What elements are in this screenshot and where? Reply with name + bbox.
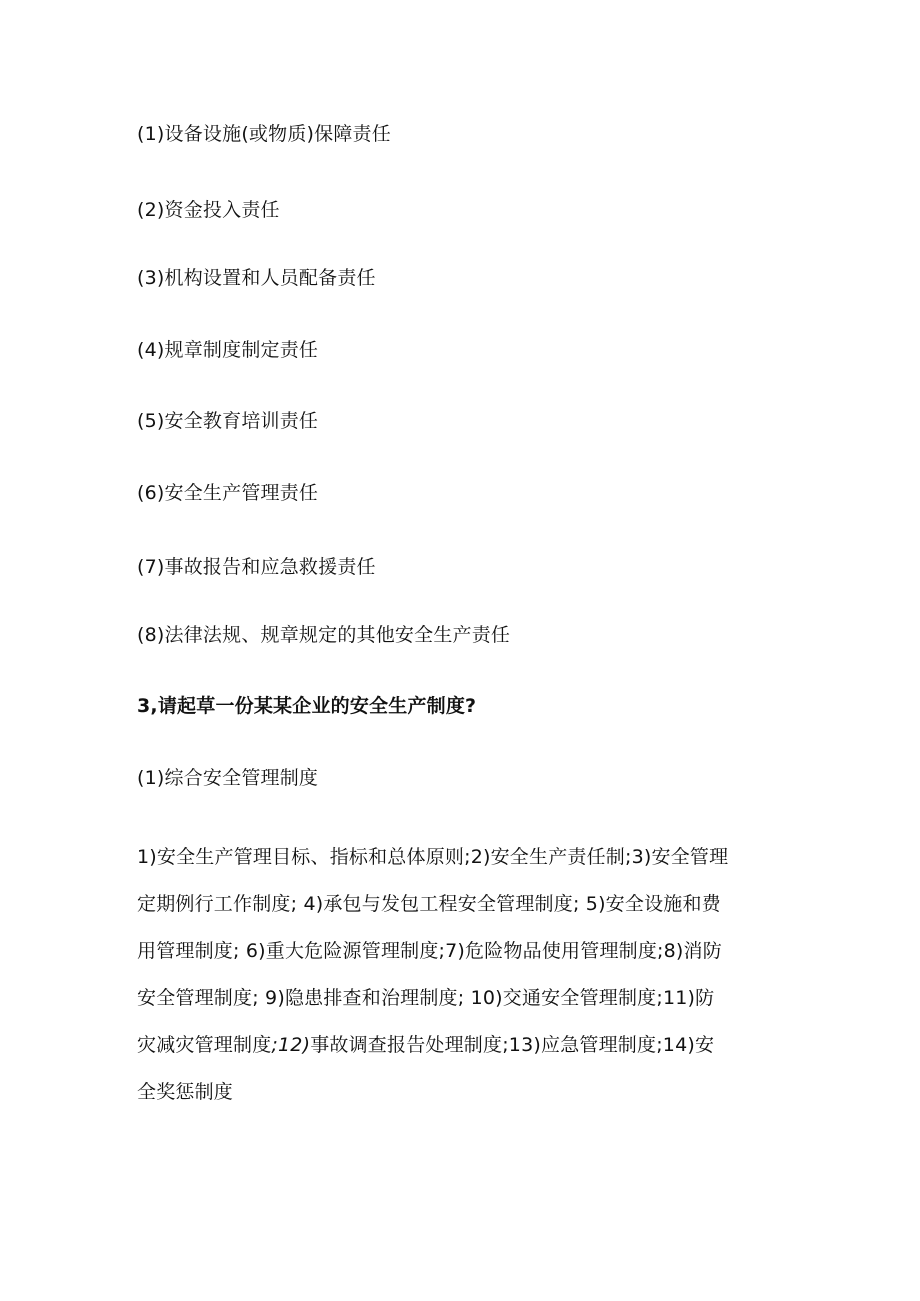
list-item: (7)事故报告和应急救援责任 — [137, 556, 376, 578]
paragraph-text: 灾减灾管理制度 — [137, 1034, 272, 1056]
subheading: (1)综合安全管理制度 — [137, 767, 319, 789]
paragraph-line: 用管理制度; 6)重大危险源管理制度;7)危险物品使用管理制度;8)消防 — [137, 940, 722, 962]
body-paragraph — [137, 834, 787, 1116]
list-item: (6)安全生产管理责任 — [137, 482, 319, 504]
list-item: (2)资金投入责任 — [137, 199, 280, 221]
list-item: (3)机构设置和人员配备责任 — [137, 267, 376, 289]
paragraph-line — [137, 1022, 787, 1069]
list-item: (1)设备设施(或物质)保障责任 — [137, 123, 391, 145]
paragraph-line: 1)安全生产管理目标、指标和总体原则;2)安全生产责任制;3)安全管理 — [137, 846, 729, 868]
italic-fragment: ;12) — [271, 1034, 311, 1056]
list-item: (8)法律法规、规章规定的其他安全生产责任 — [137, 624, 511, 646]
paragraph-line: 全奖惩制度 — [137, 1081, 234, 1103]
list-item: (5)安全教育培训责任 — [137, 410, 319, 432]
paragraph-line: 定期例行工作制度; 4)承包与发包工程安全管理制度; 5)安全设施和费 — [137, 893, 721, 915]
paragraph-text: 事故调查报告处理制度;13)应急管理制度;14)安 — [310, 1034, 715, 1056]
list-item: (4)规章制度制定责任 — [137, 339, 319, 361]
paragraph-line: 安全管理制度; 9)隐患排查和治理制度; 10)交通安全管理制度;11)防 — [137, 987, 715, 1009]
question-heading: 3,请起草一份某某企业的安全生产制度? — [137, 695, 477, 717]
